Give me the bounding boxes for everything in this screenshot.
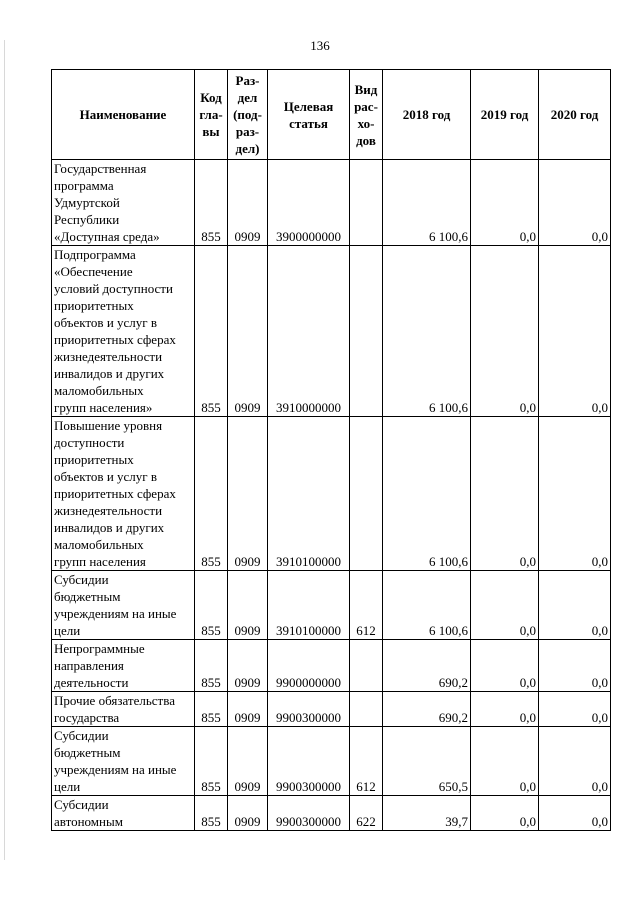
row-name-line: учреждениям на иные — [54, 606, 177, 621]
row-name — [52, 727, 195, 796]
row-name-line: цели — [54, 623, 81, 638]
chapter-code-cell: 855 — [195, 417, 228, 571]
amount-2019-cell: 0,0 — [471, 417, 539, 571]
row-name-line: объектов и услуг в — [54, 315, 158, 330]
row-name-line: учреждениям на иные — [54, 762, 177, 777]
row-name-line: доступности — [54, 435, 125, 450]
amount-2020-cell: 0,0 — [539, 727, 611, 796]
table-body — [52, 160, 611, 831]
section-cell: 0909 — [228, 640, 268, 692]
row-name-line: групп населения — [54, 554, 146, 569]
amount-2018-cell: 6 100,6 — [383, 160, 471, 246]
chapter-code-cell: 855 — [195, 571, 228, 640]
section-cell: 0909 — [228, 796, 268, 831]
amount-2020-cell: 0,0 — [539, 796, 611, 831]
expense-kind-cell — [350, 417, 383, 571]
row-name-line: инвалидов и других — [54, 520, 165, 535]
amount-2018-cell: 6 100,6 — [383, 571, 471, 640]
row-name — [52, 571, 195, 640]
expense-kind-cell — [350, 160, 383, 246]
chapter-code-cell: 855 — [195, 692, 228, 727]
row-name-line: Субсидии — [54, 797, 109, 812]
target-article-cell: 9900300000 — [268, 692, 350, 727]
row-name-line: деятельности — [54, 675, 129, 690]
row-name-line: программа — [54, 178, 114, 193]
row-name-line: Государственная — [54, 161, 147, 176]
row-name-line: Субсидии — [54, 728, 109, 743]
amount-2020-cell: 0,0 — [539, 571, 611, 640]
expense-kind-cell: 612 — [350, 571, 383, 640]
amount-2019-cell: 0,0 — [471, 571, 539, 640]
amount-2019-cell: 0,0 — [471, 640, 539, 692]
target-article-cell: 3910100000 — [268, 571, 350, 640]
amount-2018-cell: 650,5 — [383, 727, 471, 796]
amount-2019-cell: 0,0 — [471, 692, 539, 727]
target-article-cell: 9900300000 — [268, 727, 350, 796]
row-name-line: групп населения» — [54, 400, 153, 415]
table-row — [52, 571, 611, 640]
amount-2019-cell: 0,0 — [471, 796, 539, 831]
target-article-cell: 9900000000 — [268, 640, 350, 692]
row-name-line: условий доступности — [54, 281, 173, 296]
amount-2018-cell: 690,2 — [383, 640, 471, 692]
row-name-line: цели — [54, 779, 81, 794]
table-row — [52, 727, 611, 796]
section-cell: 0909 — [228, 571, 268, 640]
row-name-line: автономным — [54, 814, 123, 829]
row-name-line: бюджетным — [54, 589, 121, 604]
expense-kind-cell: 612 — [350, 727, 383, 796]
amount-2020-cell: 0,0 — [539, 246, 611, 417]
row-name — [52, 246, 195, 417]
row-name-line: приоритетных — [54, 298, 134, 313]
row-name-line: Прочие обязательства — [54, 693, 175, 708]
table-row — [52, 417, 611, 571]
header-2018: 2018 год — [383, 70, 471, 160]
row-name-line: Республики — [54, 212, 120, 227]
table-row — [52, 640, 611, 692]
row-name-line: маломобильных — [54, 537, 144, 552]
section-cell: 0909 — [228, 727, 268, 796]
table-row — [52, 796, 611, 831]
header-2019: 2019 год — [471, 70, 539, 160]
row-name — [52, 692, 195, 727]
chapter-code-cell: 855 — [195, 246, 228, 417]
row-name-line: приоритетных сферах — [54, 486, 176, 501]
expense-kind-cell — [350, 246, 383, 417]
row-name-line: «Обеспечение — [54, 264, 133, 279]
amount-2020-cell: 0,0 — [539, 692, 611, 727]
budget-table — [51, 69, 611, 831]
header-expense-kind: Вид рас- хо- дов — [350, 70, 383, 160]
header-2020: 2020 год — [539, 70, 611, 160]
section-cell: 0909 — [228, 692, 268, 727]
table-row — [52, 692, 611, 727]
row-name — [52, 796, 195, 831]
amount-2018-cell: 6 100,6 — [383, 417, 471, 571]
chapter-code-cell: 855 — [195, 727, 228, 796]
target-article-cell: 3900000000 — [268, 160, 350, 246]
amount-2020-cell: 0,0 — [539, 640, 611, 692]
expense-kind-cell — [350, 692, 383, 727]
chapter-code-cell: 855 — [195, 160, 228, 246]
row-name-line: государства — [54, 710, 120, 725]
amount-2018-cell: 690,2 — [383, 692, 471, 727]
row-name-line: приоритетных сферах — [54, 332, 176, 347]
target-article-cell: 9900300000 — [268, 796, 350, 831]
expense-kind-cell: 622 — [350, 796, 383, 831]
row-name-line: объектов и услуг в — [54, 469, 158, 484]
scan-edge-line — [4, 40, 5, 860]
row-name-line: маломобильных — [54, 383, 144, 398]
row-name — [52, 640, 195, 692]
section-cell: 0909 — [228, 160, 268, 246]
table-row — [52, 160, 611, 246]
header-section: Раз- дел (под- раз- дел) — [228, 70, 268, 160]
amount-2019-cell: 0,0 — [471, 727, 539, 796]
row-name-line: Подпрограмма — [54, 247, 136, 262]
row-name-line: Непрограммные — [54, 641, 145, 656]
page-number: 136 — [310, 38, 330, 53]
header-target-article: Целевая статья — [268, 70, 350, 160]
row-name-line: «Доступная среда» — [54, 229, 160, 244]
section-cell: 0909 — [228, 246, 268, 417]
header-chapter-code: Код гла- вы — [195, 70, 228, 160]
amount-2019-cell: 0,0 — [471, 160, 539, 246]
chapter-code-cell: 855 — [195, 640, 228, 692]
row-name-line: приоритетных — [54, 452, 134, 467]
target-article-cell: 3910100000 — [268, 417, 350, 571]
table-row — [52, 246, 611, 417]
chapter-code-cell: 855 — [195, 796, 228, 831]
section-cell: 0909 — [228, 417, 268, 571]
row-name-line: Субсидии — [54, 572, 109, 587]
row-name — [52, 417, 195, 571]
row-name-line: направления — [54, 658, 124, 673]
amount-2018-cell: 6 100,6 — [383, 246, 471, 417]
amount-2020-cell: 0,0 — [539, 417, 611, 571]
amount-2020-cell: 0,0 — [539, 160, 611, 246]
row-name-line: жизнедеятельности — [54, 349, 163, 364]
row-name-line: инвалидов и других — [54, 366, 165, 381]
row-name-line: Повышение уровня — [54, 418, 163, 433]
expense-kind-cell — [350, 640, 383, 692]
table-header-row — [52, 70, 611, 160]
row-name-line: бюджетным — [54, 745, 121, 760]
row-name-line: жизнедеятельности — [54, 503, 163, 518]
amount-2019-cell: 0,0 — [471, 246, 539, 417]
amount-2018-cell: 39,7 — [383, 796, 471, 831]
row-name — [52, 160, 195, 246]
target-article-cell: 3910000000 — [268, 246, 350, 417]
row-name-line: Удмуртской — [54, 195, 120, 210]
header-name: Наименование — [52, 70, 195, 160]
